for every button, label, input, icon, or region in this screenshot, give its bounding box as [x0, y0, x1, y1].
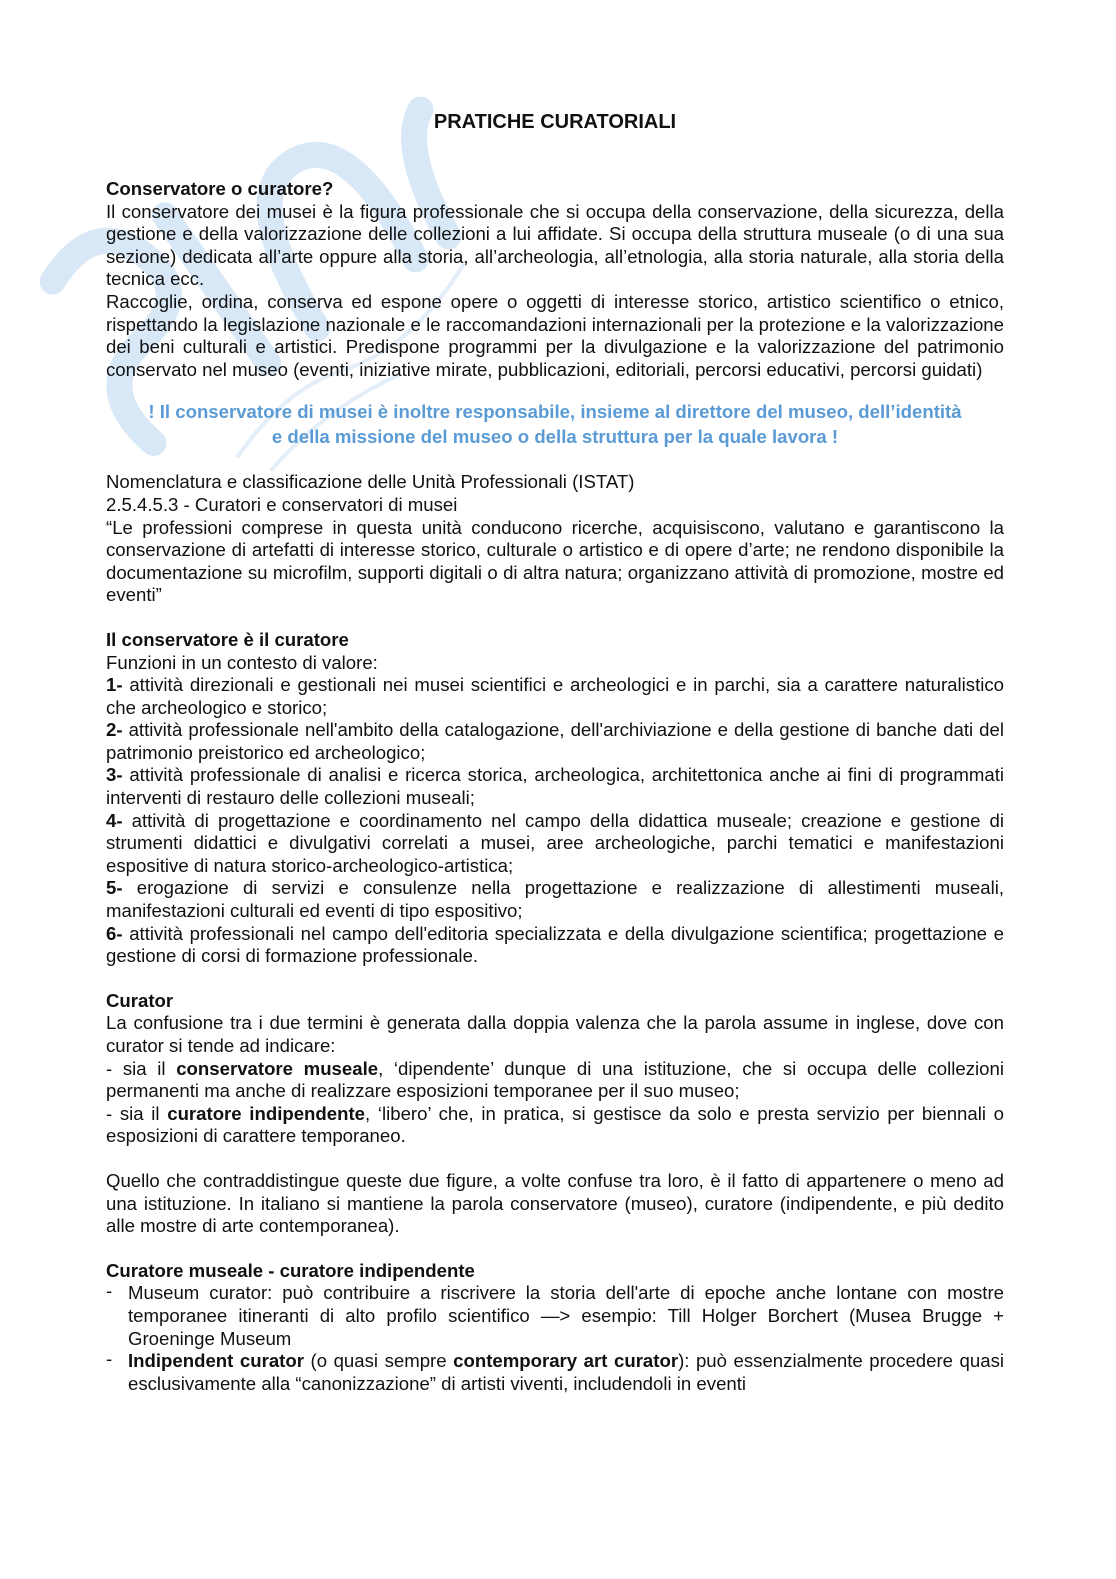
dash-bullet: - — [106, 1348, 113, 1370]
bullet-conservatore-museale: - sia il conservatore museale, ‘dipendente’ dunque di una istituzione, che si occupa delle collezioni permanenti ma anche di realizzare esposizioni temporanee per il suo museo; — [106, 1057, 1004, 1102]
functions-list — [106, 674, 1004, 968]
istat-quote: “Le professioni comprese in questa unità conducono ricerche, acquisiscono, valutano e garantiscono la conservazione di artefatti di interesse storico, culturale o artistico e di opere d’arte; ne rendono disponibile la documentazione su microfilm, supporti digitali o di altra natura; organizzano attività di promozione, mostre ed eventi” — [106, 516, 1004, 606]
list-item — [106, 877, 1004, 922]
item-text: attività professionale nell'ambito della catalogazione, dell'archiviazione e della gestione di banche dati del patrimonio preistorico ed archeologico; — [106, 719, 1004, 763]
item-number: 2- — [106, 719, 123, 741]
item-text: Museum curator: può contribuire a riscrivere la storia dell'arte di epoche anche lontane con mostre temporanee itineranti di alto profilo scientifico —> esempio: Till Holger Borchert (Musea Brugge + Groeninge Museum — [128, 1282, 1004, 1349]
paragraph: Raccoglie, ordina, conserva ed espone opere o oggetti di interesse storico, artistico scientifico o etnico, rispettando la legislazione nazionale e le raccomandazioni internazionali per la protezione e la valorizzazione dei beni culturali e artistici. Predispone programmi per la divulgazione e la valorizzazione del patrimonio conservato nel museo (eventi, iniziative mirate, pubblicazioni, editoriali, percorsi educativi, percorsi guidati) — [106, 290, 1004, 380]
page-title: PRATICHE CURATORIALI — [433, 111, 677, 133]
section-heading-museale-indipendente: Curatore museale - curatore indipendente — [106, 1259, 475, 1281]
item-text: attività di progettazione e coordinamento nel campo della didattica museale; creazione e gestione di strumenti didattici e divulgativi correlati a musei, aree archeologiche, parchi tematici e manifestazioni espositive di natura storico-archeologico-artistica; — [106, 809, 1004, 876]
list-item — [106, 719, 1004, 764]
callout-line: e della missione del museo o della struttura per la quale lavora ! — [271, 426, 839, 448]
paragraph: La confusione tra i due termini è generata dalla doppia valenza che la parola assume in inglese, dove con curator si tende ad indicare: — [106, 1012, 1004, 1056]
item-text: attività professionale di analisi e ricerca storica, archeologica, architettonica anche ai fini di programmati interventi di restauro delle collezioni museali; — [106, 764, 1004, 809]
item-text: erogazione di servizi e consulenze nella progettazione e realizzazione di allestimenti museali, manifestazioni culturali ed eventi di tipo espositivo; — [106, 877, 1005, 922]
item-number: 1- — [106, 674, 123, 696]
paragraph: Quello che contraddistingue queste due figure, a volte confuse tra loro, è il fatto di appartenere o meno ad una istituzione. In italiano si mantiene la parola conservatore (museo), curatore (indipendente, e più dedito alle mostre di arte contemporanea). — [106, 1169, 1004, 1237]
section-heading-conservatore-curatore: Il conservatore è il curatore — [106, 628, 349, 650]
item-number: 4- — [106, 809, 123, 831]
curator-types-list — [106, 1282, 1004, 1395]
list-item — [106, 764, 1004, 809]
list-intro: Funzioni in un contesto di valore: — [106, 651, 378, 673]
section-heading-conservatore: Conservatore o curatore? — [106, 178, 334, 199]
document-page — [106, 100, 1004, 1395]
item-number: 5- — [106, 877, 123, 899]
list-item — [106, 674, 1004, 719]
list-item: - Indipendent curator (o quasi sempre contemporary art curator): può essenzialmente procedere quasi esclusivamente alla “canonizzazione” di artisti viventi, includendoli in eventi — [106, 1348, 1004, 1394]
bullet-curatore-indipendente: - sia il curatore indipendente, ‘libero’ che, in pratica, si gestisce da solo e presta servizio per biennali o esposizioni di carattere temporaneo. — [106, 1102, 1004, 1147]
istat-title: Nomenclatura e classificazione delle Unità Professionali (ISTAT) — [106, 471, 635, 493]
item-text: attività professionali nel campo dell'editoria specializzata e della divulgazione scientifica; progettazione e gestione di corsi di formazione professionale. — [106, 922, 1005, 967]
item-number: 3- — [106, 764, 123, 786]
istat-code: 2.5.4.5.3 - Curatori e conservatori di musei — [106, 493, 458, 515]
item-text: attività direzionali e gestionali nei musei scientifici e archeologici e in parchi, sia a carattere naturalistico che archeologico e storico; — [106, 674, 1004, 718]
item-number: 6- — [106, 922, 123, 944]
paragraph: Il conservatore dei musei è la figura professionale che si occupa della conservazione, della sicurezza, della gestione e della valorizzazione delle collezioni a lui affidate. Si occupa della struttura museale (o di una sua sezione) dedicata all’arte oppure alla storia, all’archeologia, all’etnologia, alla storia naturale, alla storia della tecnica ecc. — [106, 200, 1004, 290]
callout-note — [106, 399, 1004, 449]
section-heading-curator: Curator — [106, 989, 174, 1011]
list-item — [106, 810, 1004, 878]
list-item — [106, 923, 1004, 968]
callout-line: ! Il conservatore di musei è inoltre responsabile, insieme al direttore del museo, dell’identità — [148, 401, 962, 423]
list-item — [106, 1282, 1004, 1350]
dash-bullet: - — [106, 1280, 113, 1302]
